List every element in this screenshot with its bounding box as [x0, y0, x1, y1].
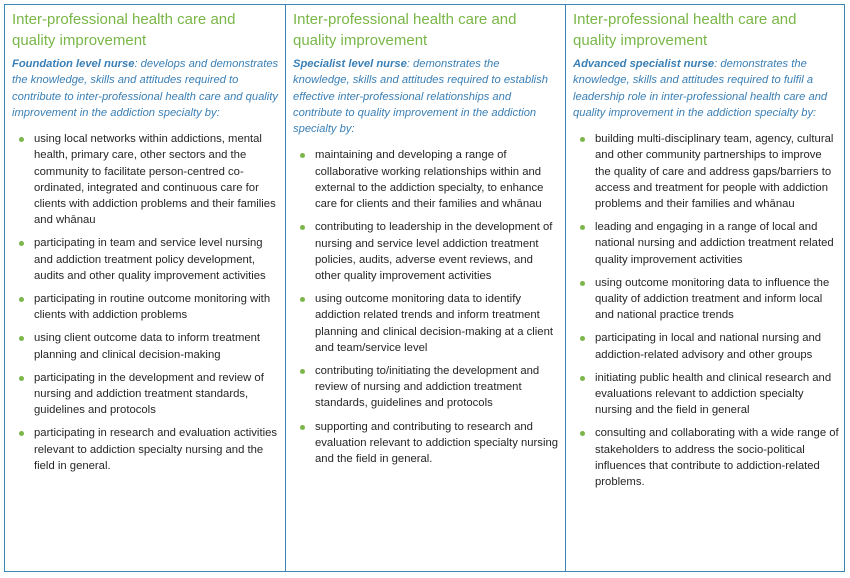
column-intro — [293, 56, 559, 137]
bullet-icon — [580, 431, 585, 436]
bullet-icon — [19, 376, 24, 381]
list-item: participating in routine outcome monitoring with clients with addiction problems — [12, 291, 279, 323]
bullet-icon — [19, 297, 24, 302]
intro-text: : demonstrates the knowledge, skills and attitudes required to fulfil a leadership role in inter-professional health care and quality improvement in the addiction specialty by: — [573, 58, 828, 119]
bullet-icon — [300, 297, 305, 302]
bullet-icon — [580, 137, 585, 142]
list-item: building multi-disciplinary team, agency, cultural and other community partnerships to improve the quality of care and address gaps/barriers to access and treatment for people with addiction problems and their families and whānau — [573, 131, 840, 212]
list-item: participating in the development and review of nursing and addiction treatment standards, guidelines and protocols — [12, 370, 279, 419]
column-intro — [573, 56, 840, 121]
list-item: consulting and collaborating with a wide range of stakeholders to address the socio-political influences that contribute to addiction-related problems. — [573, 425, 840, 490]
column-intro — [12, 56, 279, 121]
competency-list — [12, 131, 279, 474]
bullet-icon — [580, 376, 585, 381]
bullet-icon — [19, 137, 24, 142]
bullet-icon — [300, 225, 305, 230]
list-item: supporting and contributing to research and evaluation relevant to addiction specialty nursing and the field in general. — [293, 419, 559, 468]
list-item: using outcome monitoring data to identify addiction related trends and inform treatment planning and clinical decision-making at a client and team/service level — [293, 291, 559, 356]
bullet-icon — [580, 225, 585, 230]
intro-text: : demonstrates the knowledge, skills and attitudes required to establish effective inter-professional relationships and contribute to quality improvement in the addiction specialty by: — [293, 58, 548, 136]
list-item: participating in local and national nursing and addiction-related advisory and other groups — [573, 330, 840, 362]
level-label: Specialist level nurse — [293, 58, 407, 70]
competency-list — [293, 147, 559, 467]
bullet-icon — [300, 425, 305, 430]
bullet-icon — [580, 336, 585, 341]
bullet-icon — [580, 281, 585, 286]
list-item: participating in team and service level nursing and addiction treatment policy development, audits and other quality improvement activities — [12, 235, 279, 284]
bullet-icon — [19, 336, 24, 341]
list-item: using outcome monitoring data to influence the quality of addiction treatment and inform local and national practice trends — [573, 275, 840, 324]
bullet-icon — [300, 369, 305, 374]
foundation-column — [5, 5, 286, 571]
competency-table — [4, 4, 845, 572]
column-heading: Inter-professional health care and quality improvement — [573, 11, 797, 49]
list-item: leading and engaging in a range of local and national nursing and addiction treatment related quality improvement activities — [573, 219, 840, 268]
bullet-icon — [19, 241, 24, 246]
list-item: participating in research and evaluation activities relevant to addiction specialty nursing and the field in general. — [12, 425, 279, 474]
level-label: Foundation level nurse — [12, 58, 135, 70]
bullet-icon — [19, 431, 24, 436]
column-heading: Inter-professional health care and quality improvement — [293, 11, 517, 49]
specialist-column — [286, 5, 566, 571]
bullet-icon — [300, 153, 305, 158]
column-heading: Inter-professional health care and quality improvement — [12, 11, 236, 49]
list-item: contributing to/initiating the development and review of nursing and addiction treatment standards, guidelines and protocols — [293, 363, 559, 412]
list-item: using local networks within addictions, mental health, primary care, other sectors and the community to facilitate person-centred co-ordinated, integrated and continuous care for clients with addiction problems and their families and whānau — [12, 131, 279, 228]
list-item: maintaining and developing a range of collaborative working relationships within and external to the addiction specialty, to enhance care for clients and their families and whānau — [293, 147, 559, 212]
level-label: Advanced specialist nurse — [573, 58, 715, 70]
list-item: initiating public health and clinical research and evaluations relevant to addiction specialty nursing and the field in general — [573, 370, 840, 419]
advanced-specialist-column — [566, 5, 846, 571]
competency-list — [573, 131, 840, 490]
list-item: using client outcome data to inform treatment planning and clinical decision-making — [12, 330, 279, 362]
list-item: contributing to leadership in the development of nursing and service level addiction treatment policies, audits, adverse event reviews, and other quality improvement activities — [293, 219, 559, 284]
intro-text: : develops and demonstrates the knowledge, skills and attitudes required to contribute to inter-professional health care and quality improvement in the addiction specialty by: — [12, 58, 279, 119]
